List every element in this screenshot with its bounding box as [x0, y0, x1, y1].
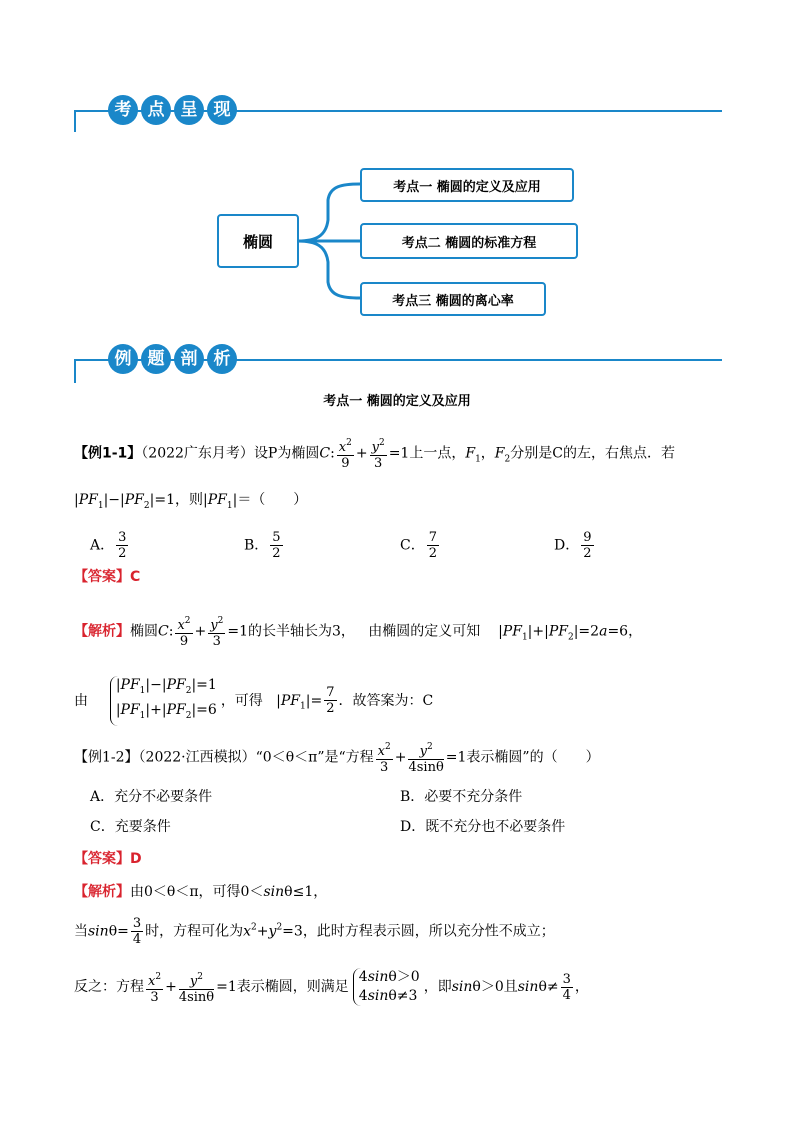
section-rule-tick: [74, 110, 76, 132]
section-header-kaodian: [108, 95, 237, 125]
option-d: D． $\frac{9}{2}$: [554, 530, 592, 561]
example-label: 【例1-1】: [74, 445, 142, 462]
question-text: 上一点，: [409, 445, 466, 462]
option-a: A． $\frac{3}{2}$: [90, 530, 127, 561]
option-b: B． $\frac{5}{2}$: [244, 530, 281, 561]
example-1-1-condition: $|PF_1|-|PF_2|=1$，则$|PF_1|=$（ ）: [74, 492, 308, 511]
section-rule-tick: [74, 359, 76, 383]
question-paren: ＝（ ）: [237, 492, 308, 508]
option-a: A．充分不必要条件: [90, 789, 213, 805]
header-char: 剖: [174, 344, 204, 374]
option-b: B．必要不充分条件: [400, 789, 523, 805]
mindmap-branch-1: 考点一 椭圆的定义及应用: [360, 168, 574, 202]
answer: 【答案】D: [74, 851, 142, 867]
header-char: 呈: [174, 95, 204, 125]
example-1-1-question: 【例1-1】（2022广东月考）设P为椭圆C: $\frac{x^2}{9}$ + $\frac{y^2}{3}$ =1上一点，$F_1$，$F_2$分别是C的左，右焦点．若: [74, 438, 675, 471]
analysis-line-2: 由 $|PF_1|-|PF_2|=1$ $|PF_1|+|PF_2|=6$ ，可得 $|PF_1|=$ $\frac{7}{2}$ ．故答案为：C: [74, 676, 433, 726]
header-char: 例: [108, 344, 138, 374]
header-char: 现: [207, 95, 237, 125]
mindmap-branch-3: 考点三 椭圆的离心率: [360, 282, 546, 316]
analysis-line-3: 反之：方程 $\frac{x^2}{3}$ + $\frac{y^2}{4\sin\theta}$ =1表示椭圆，则满足 4sinθ＞0 4sinθ≠3 ，即sinθ＞0且sinθ≠ $\frac{3}{4}$ ，: [74, 969, 589, 1005]
example-1-2-question: 【例1-2】（2022·江西模拟）“0＜θ＜π”是“方程 $\frac{x^2}{3}$ + $\frac{y^2}{4\sin\theta}$ =1表示椭圆”的（ ）: [74, 742, 600, 775]
option-d: D．既不充分也不必要条件: [400, 819, 566, 835]
header-char: 题: [141, 344, 171, 374]
option-c: C． $\frac{7}{2}$: [400, 530, 437, 561]
mindmap-branch-2: 考点二 椭圆的标准方程: [360, 223, 578, 259]
analysis-line-2: 当sinθ= $\frac{3}{4}$ 时，方程可化为$x^2+y^2=3$，此时方程表示圆，所以充分性不成立；: [74, 916, 555, 947]
analysis-line-1: 【解析】由0＜θ＜π，可得0＜sinθ≤1，: [74, 884, 328, 900]
question-text: 分别是C的左，右焦点．若: [510, 445, 675, 462]
analysis-line-1: 【解析】椭圆C: $\frac{x^2}{9}$ + $\frac{y^2}{3}$ =1的长半轴长为3， 由椭圆的定义可知 $|PF_1|+|PF_2|=2a=6$，: [74, 616, 643, 649]
example-source: （2022·江西模拟）: [138, 749, 256, 766]
question-text: ，则: [175, 492, 203, 508]
header-char: 点: [141, 95, 171, 125]
mindmap-connector: [296, 170, 366, 320]
example-label: 【例1-2】: [74, 749, 139, 766]
option-c: C．充要条件: [90, 819, 171, 835]
section-header-liti: [108, 344, 237, 374]
mindmap-root: 椭圆: [217, 214, 299, 268]
answer: 【答案】C: [74, 569, 141, 585]
topic-title: 考点一 椭圆的定义及应用: [323, 394, 471, 409]
example-source: （2022广东月考）: [141, 445, 254, 462]
header-char: 析: [207, 344, 237, 374]
question-text: 设P为椭圆: [253, 445, 320, 462]
header-char: 考: [108, 95, 138, 125]
